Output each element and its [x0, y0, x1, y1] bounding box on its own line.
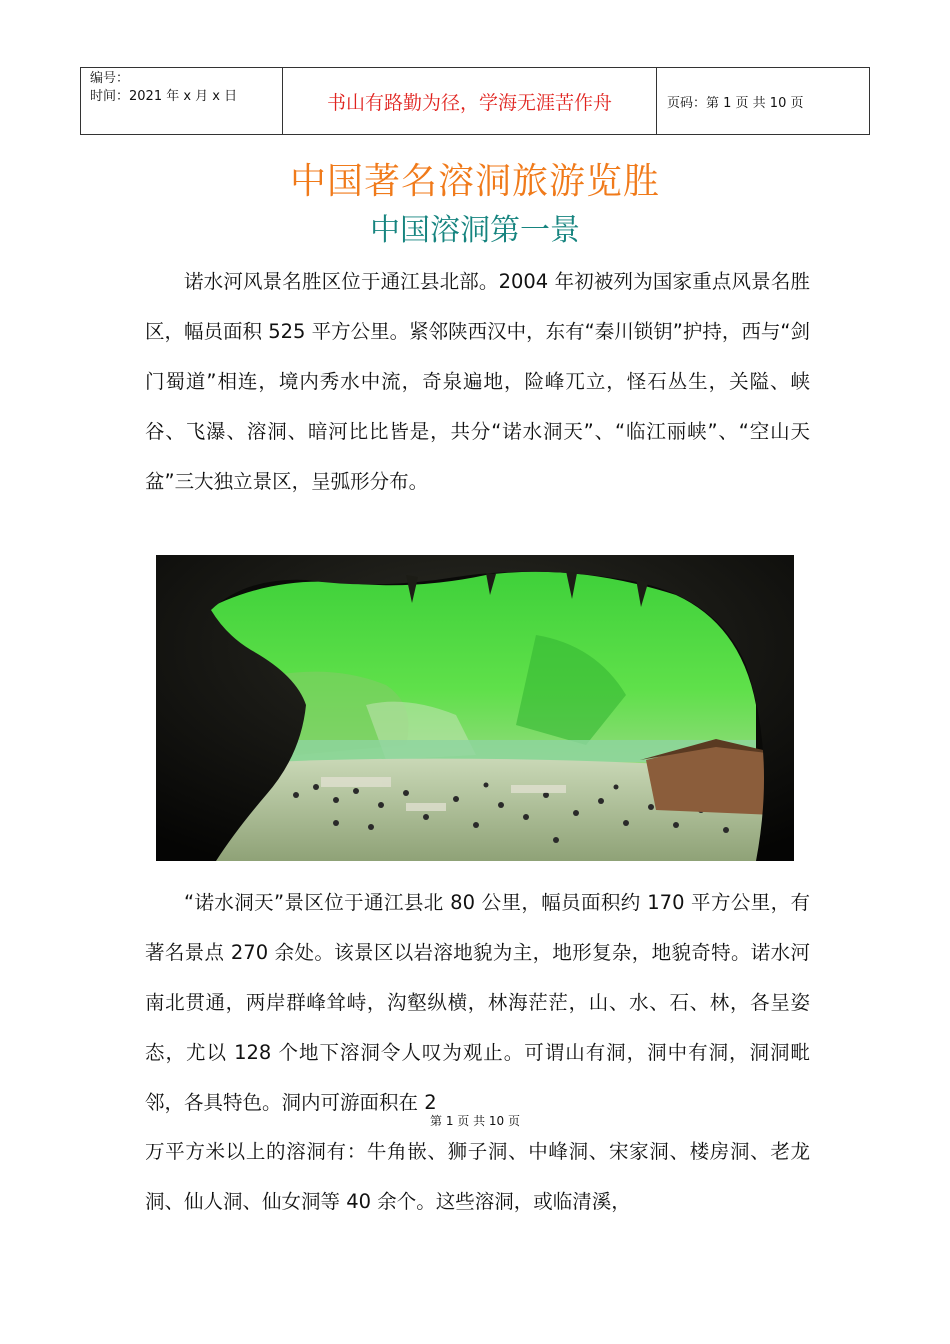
document-header	[80, 67, 870, 135]
document-number: 编号：	[90, 71, 130, 86]
document-date: 时间：2021 年 x 月 x 日	[90, 89, 238, 104]
header-page-number: 页码：第 1 页 共 10 页	[667, 95, 804, 111]
header-motto: 书山有路勤为径，学海无涯苦作舟	[283, 68, 657, 134]
page-subtitle: 中国溶洞第一景	[370, 213, 580, 248]
cave-photo	[156, 555, 794, 861]
page-title: 中国著名溶洞旅游览胜	[289, 161, 660, 202]
footer-page-number: 第 1 页 共 10 页	[430, 1114, 520, 1128]
paragraph-caves-list: 万平方米以上的溶洞有：牛角嵌、狮子洞、中峰洞、宋家洞、楼房洞、老龙洞、仙人洞、仙女洞等 40 余个。这些溶洞，或临清溪，	[145, 1140, 810, 1213]
header-meta-cell	[81, 68, 283, 134]
paragraph-nuoshui-cave: “诺水洞天”景区位于通江县北 80 公里，幅员面积约 170 平方公里，有著名景点 270 余处。该景区以岩溶地貌为主，地形复杂，地貌奇特。诺水河南北贯通，两岸群峰耸峙，沟壑纵横，林海茫茫，山、水、石、林，各呈姿态，尤以 128 个地下溶洞令人叹为观止。可谓山有洞，洞中有洞，洞洞毗邻，各具特色。洞内可游面积在 2	[145, 891, 810, 1114]
paragraph-intro: 诺水河风景名胜区位于通江县北部。2004 年初被列为国家重点风景名胜区，幅员面积 525 平方公里。紧邻陕西汉中，东有“秦川锁钥”护持，西与“剑门蜀道”相连，境内秀水中流，奇泉遍地，险峰兀立，怪石丛生，关隘、峡谷、飞瀑、溶洞、暗河比比皆是，共分“诺水洞天”、“临江丽峡”、“空山天盆”三大独立景区，呈弧形分布。	[145, 270, 810, 493]
